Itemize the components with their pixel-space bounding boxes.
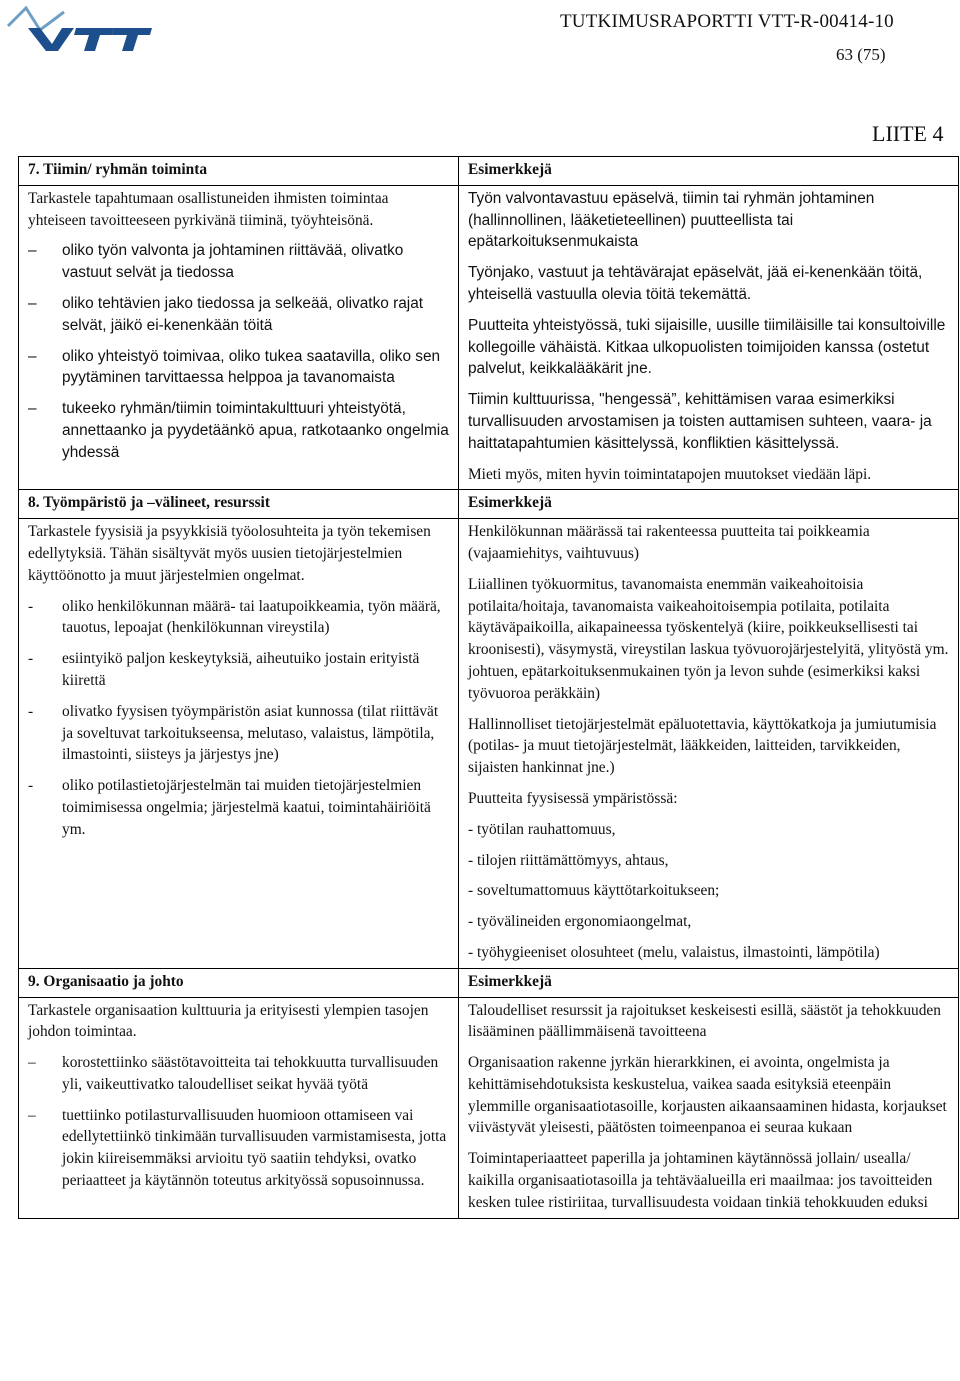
question-item: – oliko tehtävien jako tiedossa ja selkeää, olivatko rajat selvät, jäikö ei-kenenkään töitä <box>28 293 450 337</box>
questions-cell <box>19 519 459 969</box>
examples-cell <box>459 519 959 969</box>
question-item: – oliko yhteistyö toimivaa, oliko tukea saatavilla, oliko sen pyytäminen tarvittaessa helppoa ja tavanomaista <box>28 346 450 390</box>
example-text: - tilojen riittämättömyys, ahtaus, <box>468 851 669 869</box>
example-text: - työvälineiden ergonomiaongelmat, <box>468 913 692 931</box>
question-item: - olivatko fyysisen työympäristön asiat kunnossa (tilat riittävät ja soveltuvat tarkoitukseensa, melutaso, valaistus, lämpötila, ilmastointi, siisteys ja järjestys jne) <box>28 701 450 766</box>
examples-cell <box>459 185 959 490</box>
question-list <box>28 1052 450 1192</box>
question-item: – tukeeko ryhmän/tiimin toimintakulttuuri yhteistyötä, annettaanko ja pyydetäänkö apua, ratkotaanko ongelmia yhdessä <box>28 398 450 463</box>
question-item: – oliko työn valvonta ja johtaminen riittävää, olivatko vastuut selvät ja tiedossa <box>28 240 450 284</box>
section-title: 7. Tiimin/ ryhmän toiminta <box>19 157 459 186</box>
example-text: Tiimin kulttuurissa, "hengessä”, kehittämisen varaa esimerkiksi turvallisuuden arvostamisen ja toisten auttamisen suhteen, vaara- ja haittatapahtumien käsittelyssä, konfliktien käsittelyssä. <box>468 391 932 452</box>
example-text: Hallinnolliset tietojärjestelmät epäluotettavia, käyttökatkoja ja jumiutumisia (potilas- ja muut tietojärjestelmät, lääkkeiden, laitteiden, tarvikkeiden, sijaisten hankinnat jne.) <box>468 715 937 777</box>
example-text: - työhygieeniset olosuhteet (melu, valaistus, ilmastointi, lämpötila) <box>468 943 880 961</box>
page-number: 63 (75) <box>836 45 886 64</box>
section-intro: Tarkastele tapahtumaan osallistuneiden ihmisten toimintaa yhteiseen tavoitteeseen pyrkivänä tiiminä, työyhteisönä. <box>28 189 389 229</box>
checklist-table <box>18 156 959 1219</box>
question-item: – tuettiinko potilasturvallisuuden huomioon ottamiseen vai edellytettiinkö tinkimään turvallisuuden varmistamisesta, jotta jokin kiireisemmäksi arvioitu työ saatiin tehdyksi, ovatko periaatteet ja käytännön toteutus arkityössä sopusoinnussa. <box>28 1105 450 1192</box>
section-header <box>19 157 959 186</box>
examples-label: Esimerkkejä <box>459 968 959 997</box>
question-item: - esiintyikö paljon keskeytyksiä, aiheutuiko jostain erityistä kiirettä <box>28 648 450 692</box>
question-item: - oliko potilastietojärjestelmän tai muiden tietojärjestelmien toimimisessa ongelmia; järjestelmä kaatui, toimintahäiriöitä ym. <box>28 775 450 840</box>
example-text: Mieti myös, miten hyvin toimintatapojen muutokset viedään läpi. <box>468 465 872 483</box>
example-text: Organisaation rakenne jyrkän hierarkkinen, ei avointa, ongelmista ja kehittämisehdotuksista keskustelua, vaikea saada esityksiä eteenpäin ylemmille organisaatiotasoille, korjausten aikaansaaminen hidasta, korjaukset viivästyvät yleisesti, päätösten toimeenpanoa ei seuraa kukaan <box>468 1054 947 1137</box>
question-list <box>28 240 450 463</box>
example-text: Liiallinen työkuormitus, tavanomaista enemmän vaikeahoitoisia potilaita/hoitaja, tavanomaista vaikeahoitoisempia potilaita, potilaita käytäväpaikoilla, aikapaineessa työskentelyä (kiire, poikkeuksellisesti tai kroonisesti), väsymystä, vireystilan laskua työvuorojärjestelyitä, ylityöstä ym. johtuen, epätarkoituksenmukainen työn ja levon suhde (esimerkiksi kaksi työvuoroa peräkkäin) <box>468 575 949 702</box>
questions-cell <box>19 997 459 1218</box>
example-text: - soveltumattomuus käyttötarkoitukseen; <box>468 882 720 900</box>
section-intro: Tarkastele organisaation kulttuuria ja erityisesti ylempien tasojen johdon toimintaa. <box>28 1001 429 1041</box>
section-title: 8. Työmpäristö ja –välineet, resurssit <box>19 490 459 519</box>
example-text: Henkilökunnan määrässä tai rakenteessa puutteita tai poikkeamia (vajaamiehitys, vaihtuvuus) <box>468 523 870 562</box>
appendix-label: LIITE 4 <box>872 121 944 146</box>
example-text: Työnjako, vastuut ja tehtävärajat epäselvät, jää ei-kenenkään töitä, yhteisellä vastuulla olevia töitä tekemättä. <box>468 264 923 303</box>
question-list <box>28 596 450 841</box>
section-body <box>19 519 959 969</box>
example-text: - työtilan rauhattomuus, <box>468 820 616 838</box>
example-text: Taloudelliset resurssit ja rajoitukset keskeisesti esillä, säästöt ja tehokkuuden lisääminen päällimmäisenä tavoitteena <box>468 1001 941 1041</box>
question-item: - oliko henkilökunnan määrä- tai laatupoikkeamia, työn määrä, tauotus, lepoajat (henkilökunnan vireystila) <box>28 596 450 640</box>
questions-cell <box>19 185 459 490</box>
question-item: – korostettiinko säästötavoitteita tai tehokkuutta turvallisuuden yli, vaikeuttivatko taloudelliset seikat hyvää työtä <box>28 1052 450 1096</box>
example-text: Toimintaperiaatteet paperilla ja johtaminen käytännössä jollain/ usealla/ kaikilla organisaatiotasoilla ja tehtäväalueilla eri maailmaa: jos tavoitteiden kesken tulee ristiriitaa, turvallisuudesta voidaan tinkiä tehokkuuden eduksi <box>468 1150 933 1211</box>
vtt-logo <box>6 4 156 59</box>
vtt-logo-icon <box>6 4 156 54</box>
section-body <box>19 997 959 1218</box>
section-intro: Tarkastele fyysisiä ja psyykkisiä työolosuhteita ja työn tekemisen edellytyksiä. Tähän sisältyvät myös uusien tietojärjestelmien käyttöönotto ja muut järjestelmien ongelmat. <box>28 523 431 584</box>
section-header <box>19 968 959 997</box>
section-title: 9. Organisaatio ja johto <box>19 968 459 997</box>
section-header <box>19 490 959 519</box>
example-text: Puutteita fyysisessä ympäristössä: <box>468 789 678 807</box>
report-id: TUTKIMUSRAPORTTI VTT-R-00414-10 <box>560 11 894 32</box>
examples-cell <box>459 997 959 1218</box>
example-text: Puutteita yhteistyössä, tuki sijaisille, uusille tiimiläisille tai konsultoiville kollegoille vähäistä. Kitkaa ulkopuolisten toimijoiden kanssa (ostetut palvelut, keikkalääkärit jne. <box>468 316 946 378</box>
examples-label: Esimerkkejä <box>459 490 959 519</box>
example-text: Työn valvontavastuu epäselvä, tiimin tai ryhmän johtaminen (hallinnollinen, lääketieteellinen) puutteellista tai epätarkoituksenmukaista <box>468 189 875 251</box>
examples-label: Esimerkkejä <box>459 157 959 186</box>
section-body <box>19 185 959 490</box>
